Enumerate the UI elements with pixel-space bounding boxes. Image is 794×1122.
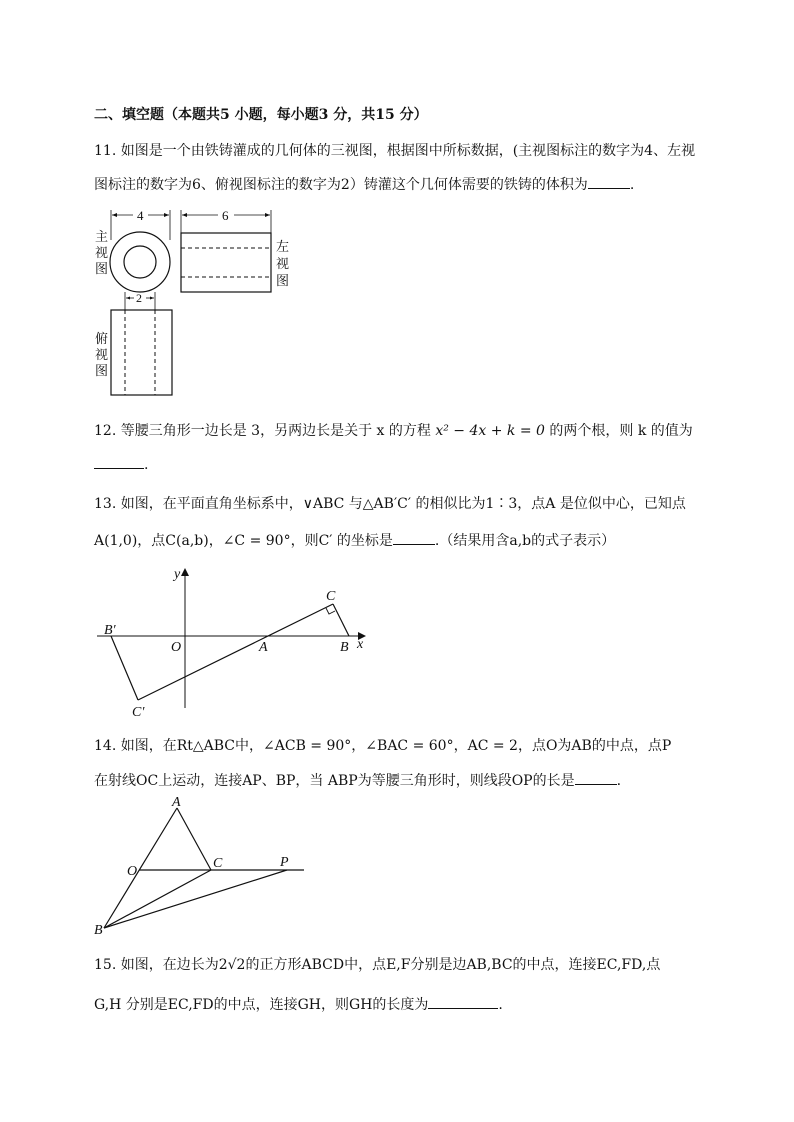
top-view-label-3: 图 [95, 363, 109, 378]
q12-answer-blank [94, 456, 144, 469]
q13-text-a: A(1,0)，点C(a,b)，∠C = 90°，则C′ 的坐标是 [94, 533, 393, 549]
point-A-label-q14: A [172, 795, 181, 810]
q13-line2 [94, 530, 615, 550]
top-view-label-1: 俯 [95, 331, 109, 346]
left-dim-arrow-left [182, 213, 187, 217]
point-P-label-q14: P [280, 855, 289, 870]
q12-text-a: 12. 等腰三角形一边长是 3，另两边长是关于 x 的方程 [94, 423, 431, 439]
front-dim-value: 4 [137, 208, 144, 223]
q15-text-a: 15. 如图，在边长为 [94, 957, 219, 973]
q15-text-c: G,H 分别是EC,FD的中点，连接GH，则GH的长度为 [94, 997, 429, 1013]
point-O-label-q14: O [127, 864, 138, 879]
q15-period: . [498, 997, 503, 1013]
point-B-label-q14: B [94, 923, 103, 938]
segment-CA-extended [138, 604, 333, 700]
q11-line1: 11. 如图是一个由铁铸灌成的几何体的三视图，根据图中所标数据，(主视图标注的数字为4、左视 [94, 143, 696, 159]
point-Cprime-label: C′ [132, 705, 145, 720]
left-view-label-2: 视 [276, 256, 290, 271]
q12-period: . [144, 457, 149, 473]
top-dim-value: 2 [136, 291, 142, 305]
q11-line2 [94, 174, 634, 194]
q12-line2 [94, 456, 148, 473]
q14-text-a: 在射线OC上运动，连接AP、BP，当 ABP为等腰三角形时，则线段OP的长是 [94, 773, 575, 789]
q15-side-length: 2√2 [218, 957, 246, 973]
q13-answer-blank [393, 532, 435, 545]
q11-answer-blank [588, 176, 630, 189]
front-dim-arrow-left [112, 213, 117, 217]
left-view-rect [181, 233, 271, 292]
segment-AB [104, 808, 177, 928]
left-view-label-3: 图 [276, 273, 290, 288]
q14-period: . [616, 773, 622, 789]
q11-line2-text: 图标注的数字为6、俯视图标注的数字为2）铸灌这个几何体需要的铁铸的体积为 [94, 177, 588, 193]
segment-CB [333, 604, 349, 636]
q12-equation: x² − 4x + k = 0 [435, 423, 545, 439]
left-dim-arrow-right [265, 213, 270, 217]
left-view-label-1: 左 [276, 239, 290, 254]
q13-line1: 13. 如图，在平面直角坐标系中，∨ABC 与△AB′C′ 的相似比为1∶3，点A 是位似中心，已知点 [94, 496, 686, 512]
y-axis-arrow [181, 568, 189, 576]
q12-text-b: 的两个根，则 k 的值为 [549, 423, 693, 439]
top-dim-arrow-right [150, 297, 154, 300]
right-angle-mark [326, 608, 335, 614]
front-inner-circle [124, 246, 156, 278]
q14-answer-blank [575, 772, 617, 785]
left-dim-value: 6 [222, 208, 229, 223]
section-title: 二、填空题（本题共5 小题，每小题3 分，共15 分） [94, 107, 428, 123]
front-view-label-1: 主 [95, 229, 109, 244]
front-outer-circle [110, 232, 170, 292]
q14-line2 [94, 770, 621, 790]
q15-line2 [94, 994, 503, 1014]
q11-period: . [629, 177, 635, 193]
q15-text-b: 的正方形ABCD中，点E,F分别是边AB,BC的中点，连接EC,FD,点 [245, 957, 661, 973]
point-C-label-q14: C [213, 856, 223, 871]
y-axis-label: y [174, 567, 181, 582]
front-view-label-3: 图 [95, 261, 109, 276]
segment-AC [177, 808, 211, 870]
x-axis-label: x [357, 637, 364, 652]
q13-text-b: .（结果用含a,b的式子表示） [434, 533, 616, 549]
origin-label: O [171, 640, 182, 655]
q12-line1 [94, 420, 693, 440]
segment-BprimeCprime [111, 636, 138, 700]
q15-line1 [94, 954, 660, 974]
q11-three-view-figure [90, 204, 330, 404]
top-view-rect [111, 310, 172, 395]
point-C-label: C [326, 589, 336, 604]
front-dim-arrow-right [164, 213, 169, 217]
point-A-label: A [259, 640, 268, 655]
front-view-label-2: 视 [95, 245, 109, 260]
q15-answer-blank [428, 996, 498, 1009]
q14-line1: 14. 如图，在Rt△ABC中，∠ACB = 90°，∠BAC = 60°，AC = 2，点O为AB的中点，点P [94, 738, 672, 754]
point-Bprime-label: B′ [104, 623, 116, 638]
q13-coordinate-figure [94, 560, 384, 720]
top-view-label-2: 视 [95, 347, 109, 362]
point-B-label: B [340, 640, 349, 655]
top-dim-arrow-left [126, 297, 130, 300]
q14-triangle-figure [92, 792, 312, 937]
